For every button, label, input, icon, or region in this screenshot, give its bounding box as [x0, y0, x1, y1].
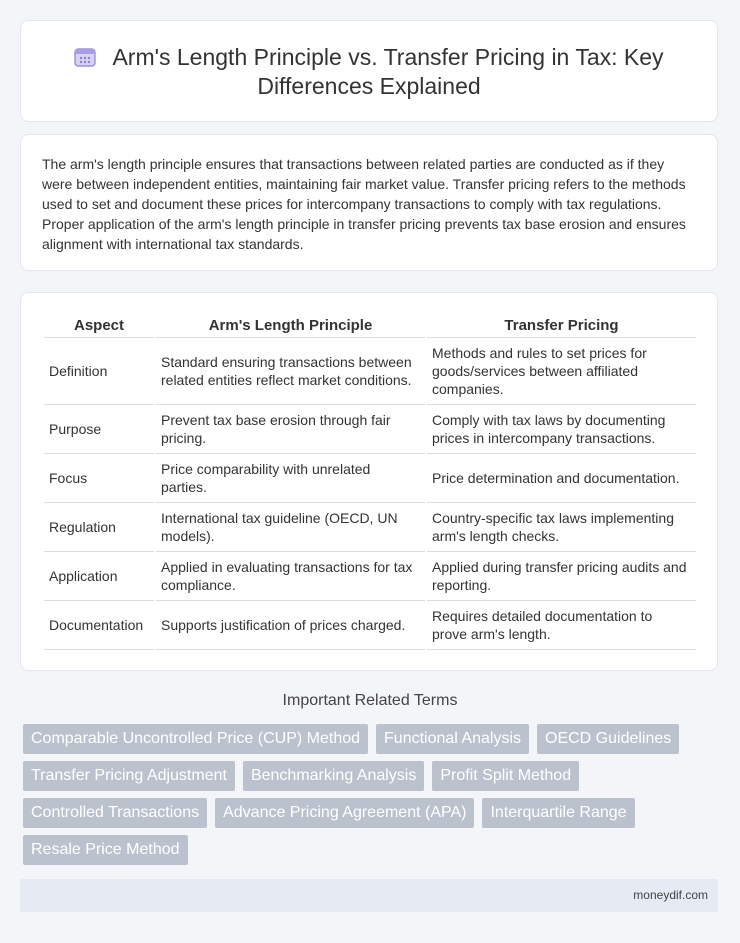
arms-length-cell: Standard ensuring transactions between related entities reflect market conditions. [156, 338, 425, 405]
related-term-tag[interactable]: Comparable Uncontrolled Price (CUP) Method [23, 724, 368, 754]
arms-length-cell: Supports justification of prices charged. [156, 601, 425, 650]
aspect-cell: Definition [44, 338, 154, 405]
header-transfer-pricing: Transfer Pricing [427, 315, 696, 338]
related-term-tag[interactable]: Transfer Pricing Adjustment [23, 761, 235, 791]
title-card [20, 20, 718, 122]
related-terms-title: Important Related Terms [282, 692, 458, 709]
footer-bar [20, 879, 718, 912]
arms-length-cell: Price comparability with unrelated parties. [156, 454, 425, 503]
calendar-icon [74, 47, 96, 67]
table-row [44, 338, 696, 405]
related-term-tag[interactable]: Profit Split Method [432, 761, 579, 791]
transfer-pricing-cell: Country-specific tax laws implementing arm's length checks. [427, 503, 696, 552]
transfer-pricing-cell: Methods and rules to set prices for goods/services between affiliated companies. [427, 338, 696, 405]
related-term-tag[interactable]: OECD Guidelines [537, 724, 679, 754]
transfer-pricing-cell: Comply with tax laws by documenting prices in intercompany transactions. [427, 405, 696, 454]
comparison-table-card [20, 292, 718, 671]
arms-length-cell: Prevent tax base erosion through fair pricing. [156, 405, 425, 454]
page-title: Arm's Length Principle vs. Transfer Pricing in Tax: Key Differences Explained [112, 44, 664, 99]
table-row [44, 503, 696, 552]
footer-site-link[interactable]: moneydif.com [633, 888, 708, 902]
transfer-pricing-cell: Price determination and documentation. [427, 454, 696, 503]
intro-paragraph: The arm's length principle ensures that transactions between related parties are conducted as if they were between independent entities, maintaining fair market value. Transfer pricing refers to the methods used to set and document these prices for intercompany transactions to comply with tax regulations. Proper application of the arm's length principle in transfer pricing prevents tax base erosion and ensures alignment with international tax standards. [42, 156, 686, 252]
related-term-tag[interactable]: Functional Analysis [376, 724, 529, 754]
intro-card [20, 134, 718, 271]
related-term-tag[interactable]: Resale Price Method [23, 835, 188, 865]
header-arms-length: Arm's Length Principle [156, 315, 425, 338]
related-terms-tags [23, 724, 703, 865]
aspect-cell: Documentation [44, 601, 154, 650]
transfer-pricing-cell: Applied during transfer pricing audits and reporting. [427, 552, 696, 601]
transfer-pricing-cell: Requires detailed documentation to prove arm's length. [427, 601, 696, 650]
table-row [44, 552, 696, 601]
aspect-cell: Focus [44, 454, 154, 503]
comparison-table [42, 315, 698, 650]
arms-length-cell: International tax guideline (OECD, UN models). [156, 503, 425, 552]
aspect-cell: Application [44, 552, 154, 601]
arms-length-cell: Applied in evaluating transactions for tax compliance. [156, 552, 425, 601]
aspect-cell: Purpose [44, 405, 154, 454]
table-header-row [44, 315, 696, 338]
related-term-tag[interactable]: Interquartile Range [482, 798, 634, 828]
table-row [44, 405, 696, 454]
table-row [44, 454, 696, 503]
page-title-wrap [21, 43, 717, 101]
aspect-cell: Regulation [44, 503, 154, 552]
related-term-tag[interactable]: Controlled Transactions [23, 798, 207, 828]
related-term-tag[interactable]: Benchmarking Analysis [243, 761, 424, 791]
table-row [44, 601, 696, 650]
header-aspect: Aspect [44, 315, 154, 338]
related-term-tag[interactable]: Advance Pricing Agreement (APA) [215, 798, 474, 828]
